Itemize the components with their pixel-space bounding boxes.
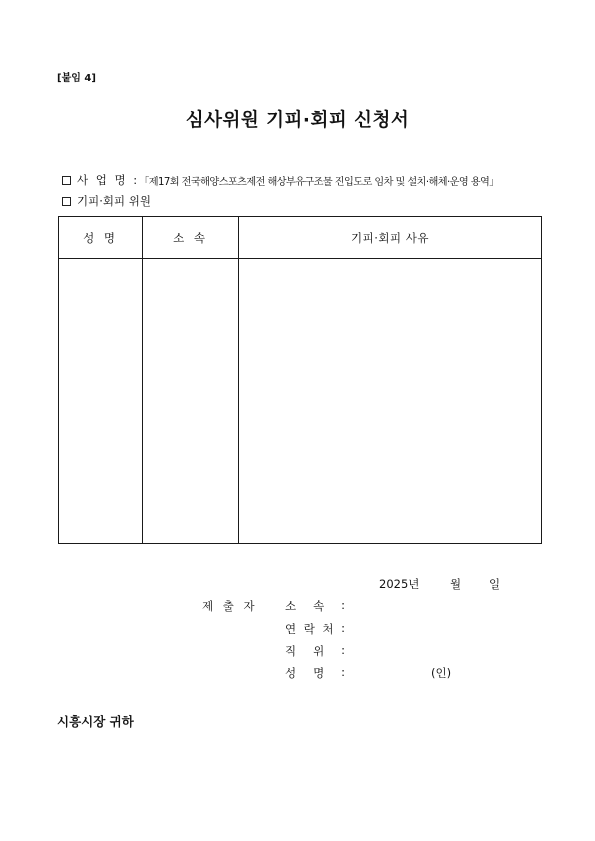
field-colon: : (341, 621, 345, 635)
header-name: 성 명 (59, 217, 143, 259)
field-label-char: 소 (285, 599, 297, 613)
recipient: 시흥시장 귀하 (57, 714, 134, 729)
project-name-label: 사 업 명 : (77, 173, 140, 187)
field-name (285, 665, 345, 681)
cell-affiliation[interactable] (143, 259, 239, 544)
date-month: 월 (450, 577, 462, 591)
field-label-char: 명 (313, 666, 325, 680)
field-affiliation (285, 598, 345, 614)
checkbox-icon (62, 176, 71, 185)
checkbox-icon (62, 197, 71, 206)
cell-reason[interactable] (239, 259, 542, 544)
field-label-char: 연 (285, 622, 297, 636)
field-label-char: 위 (313, 644, 325, 658)
date-year: 2025년 (379, 577, 420, 591)
header-reason: 기피·회피 사유 (239, 217, 542, 259)
field-position (285, 643, 345, 659)
field-colon: : (341, 598, 345, 612)
table-body-row (59, 259, 542, 544)
field-label-char: 직 (285, 644, 297, 658)
submitter-label: 제 출 자 (202, 599, 258, 613)
field-label-char: 성 (285, 666, 297, 680)
field-label-char: 락 (303, 622, 315, 636)
field-colon: : (341, 643, 345, 657)
header-affiliation: 소 속 (143, 217, 239, 259)
field-contact (285, 621, 345, 637)
committee-member-row (62, 193, 151, 209)
attachment-label: [붙임 4] (57, 73, 96, 84)
seal-mark: (인) (431, 666, 452, 680)
cell-name[interactable] (59, 259, 143, 544)
field-colon: : (341, 665, 345, 679)
project-name-value: 「제17회 전국해양스포츠제전 해상부유구조물 진입도로 임차 및 설치·해체·운영 용역」 (139, 176, 499, 188)
project-name-row (62, 172, 499, 188)
date-day: 일 (489, 577, 501, 591)
table-header-row (59, 217, 542, 259)
field-label-char: 처 (322, 622, 334, 636)
field-label-char: 속 (313, 599, 325, 613)
committee-member-label: 기피·회피 위원 (77, 194, 151, 208)
document-title: 심사위원 기피·회피 신청서 (185, 110, 410, 131)
application-table (58, 216, 542, 544)
